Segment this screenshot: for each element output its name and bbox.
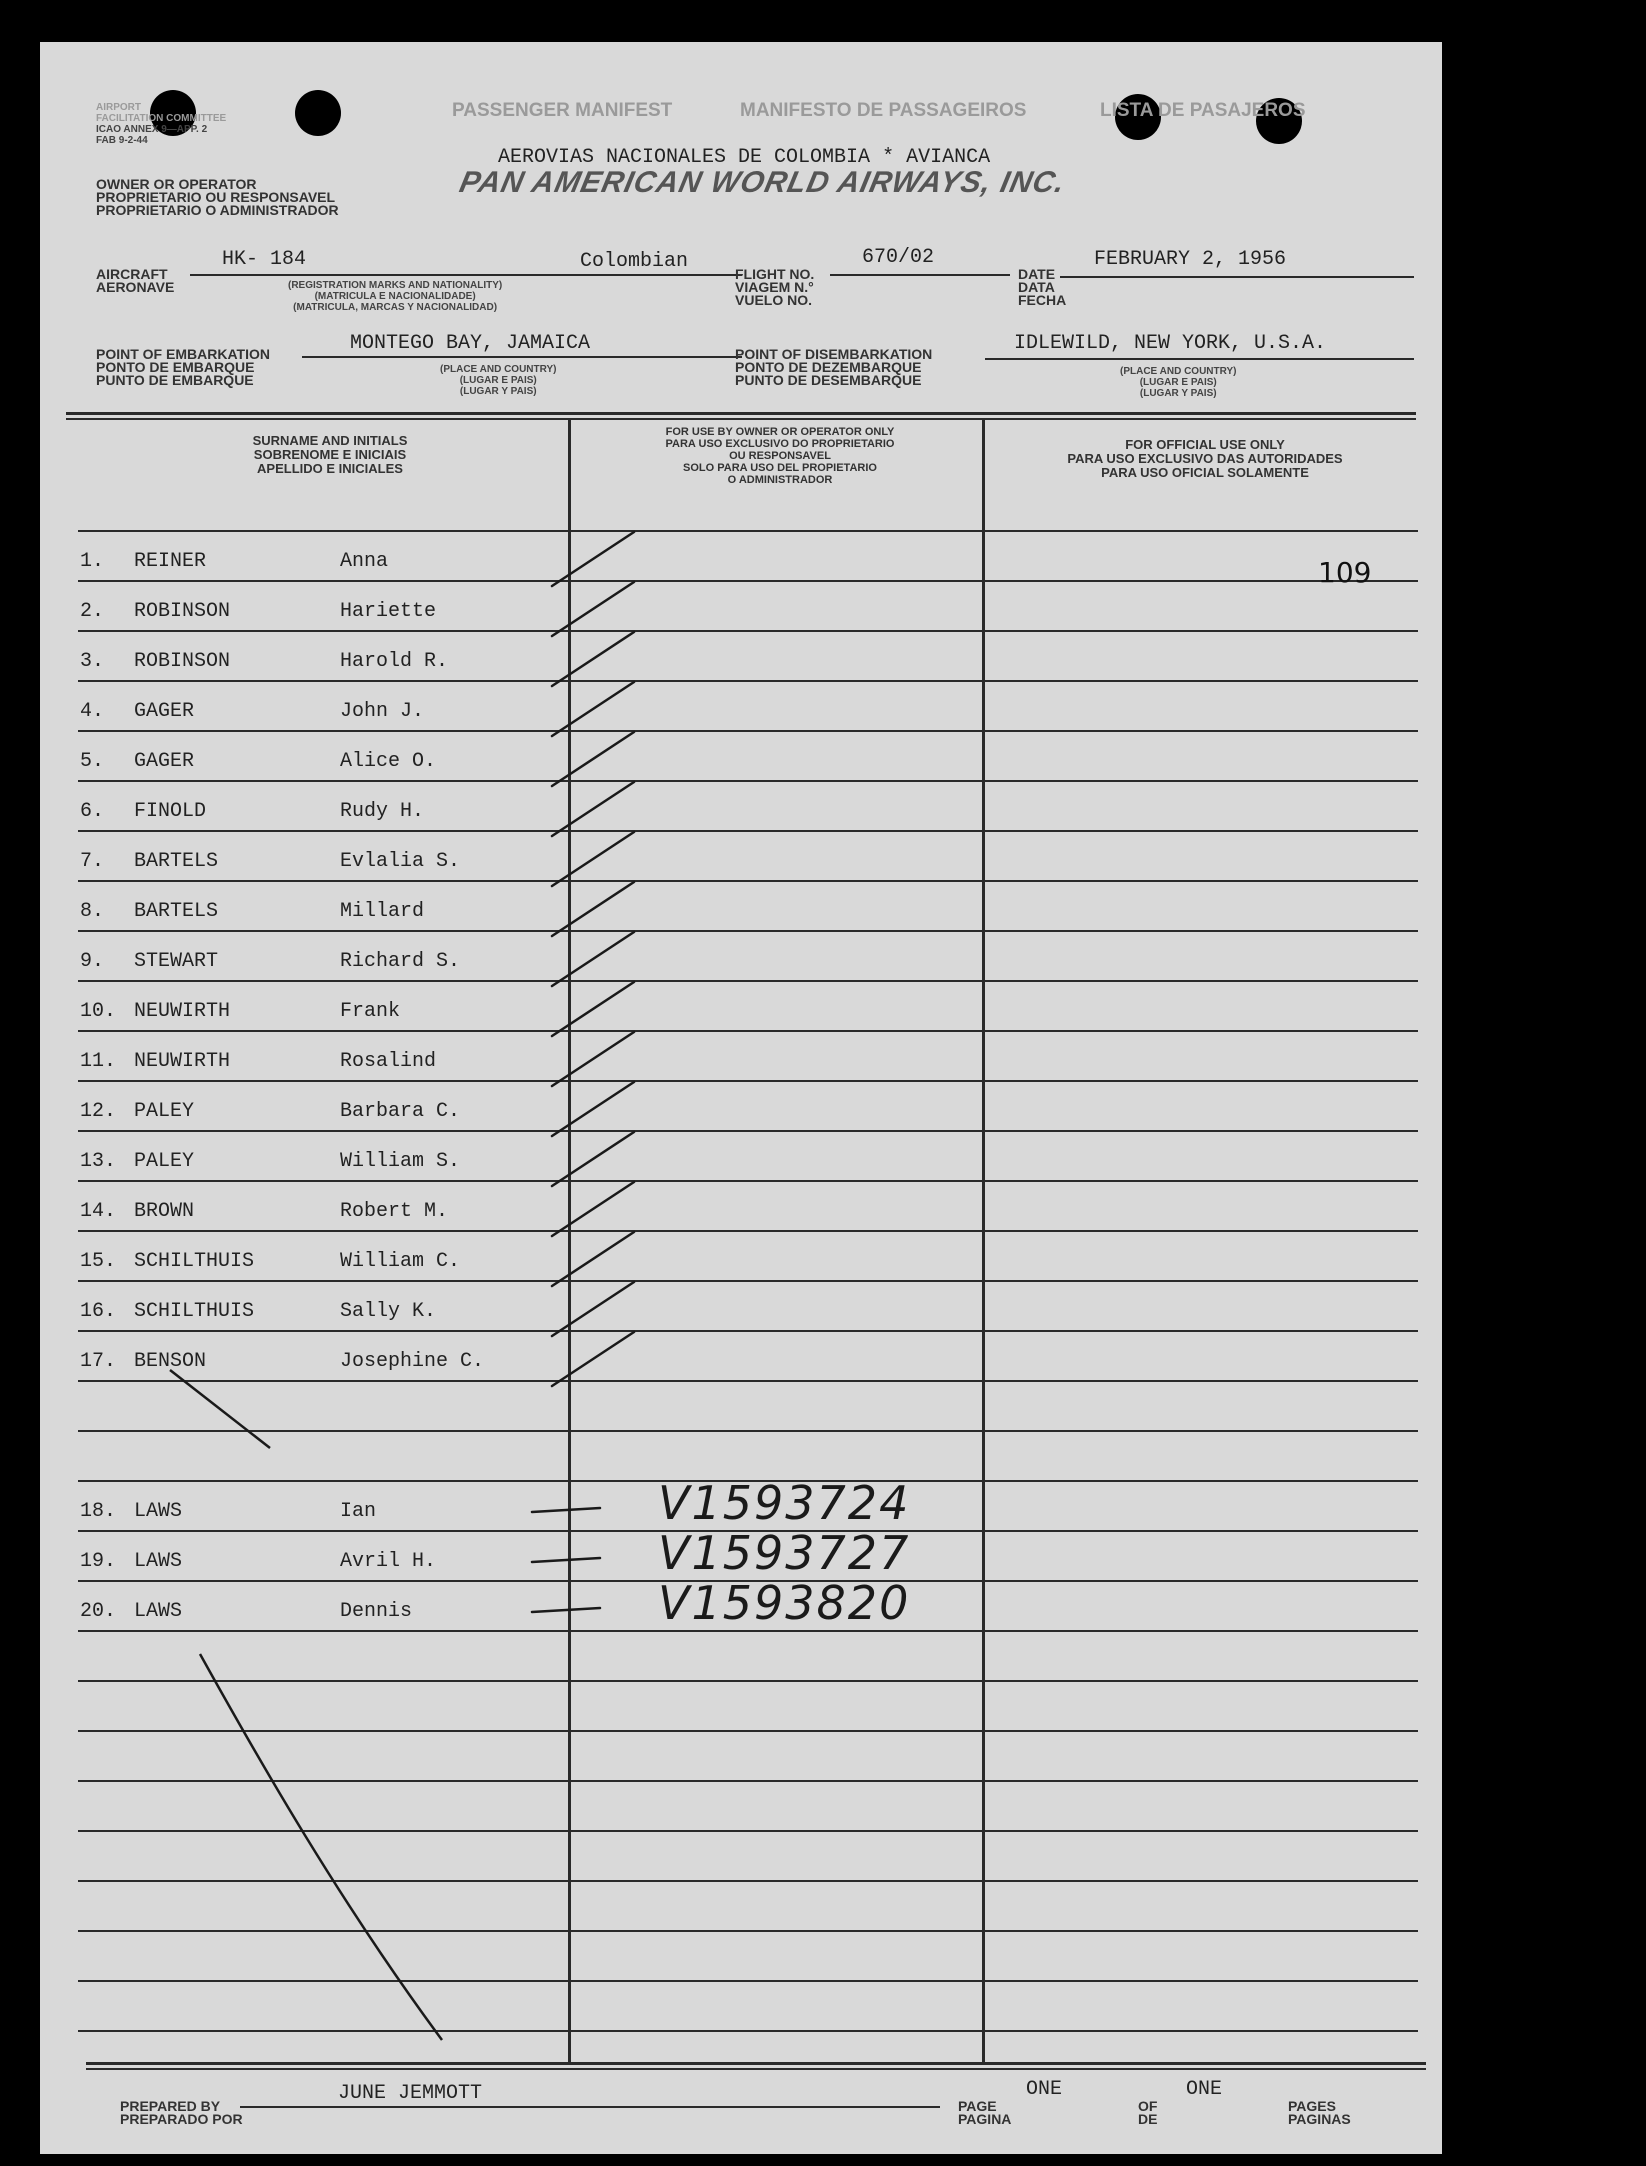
pages-label-line: PAGINAS — [1288, 2111, 1351, 2127]
flight-label-line: FLIGHT NO. — [735, 266, 815, 282]
place-note-line: (PLACE AND COUNTRY) — [440, 364, 557, 375]
prepared-label-line: PREPARED BY — [120, 2098, 221, 2114]
owner-label-line: PROPRIETARIO O ADMINISTRADOR — [96, 202, 339, 218]
passenger-given-name: Evlalia S. — [340, 850, 461, 873]
operator-stamp: PAN AMERICAN WORLD AIRWAYS, INC. — [456, 166, 1069, 199]
rule — [240, 2106, 940, 2108]
check-mark — [552, 982, 634, 1036]
registration-note-line: (MATRICULA, MARCAS Y NACIONALIDAD) — [293, 302, 498, 313]
passenger-number: 4. — [80, 700, 105, 723]
col-head-line: PARA USO OFICIAL SOLAMENTE — [1101, 465, 1309, 480]
check-mark — [552, 1232, 634, 1286]
passenger-given-name: Millard — [340, 900, 425, 923]
passenger-surname: BROWN — [134, 1200, 195, 1223]
passenger-given-name: Sally K. — [340, 1300, 437, 1323]
col-head-line: PARA USO EXCLUSIVO DO PROPRIETARIO — [665, 438, 895, 450]
committee-line: AIRPORT — [96, 102, 141, 113]
col-head-line: PARA USO EXCLUSIVO DAS AUTORIDADES — [1067, 451, 1343, 466]
passenger-given-name: William S. — [340, 1150, 461, 1173]
passenger-given-name: Alice O. — [340, 750, 437, 773]
date-label-line: DATE — [1018, 266, 1056, 282]
prepared-by: JUNE JEMMOTT — [338, 2082, 483, 2105]
col-head-line: FOR OFFICIAL USE ONLY — [1125, 437, 1285, 452]
passenger-surname: BARTELS — [134, 900, 219, 923]
strike-mark — [200, 1654, 442, 2040]
embark-label-line: PUNTO DE EMBARQUE — [96, 372, 254, 388]
flight-number: 670/02 — [862, 246, 935, 269]
passenger-number: 6. — [80, 800, 105, 823]
aircraft-registration: HK- 184 — [222, 248, 307, 271]
place-note-line: (LUGAR Y PAIS) — [459, 386, 537, 397]
passenger-given-name: Avril H. — [340, 1550, 437, 1573]
passenger-number: 18. — [80, 1500, 117, 1523]
passenger-surname: SCHILTHUIS — [134, 1300, 255, 1323]
col-head-line: SOLO PARA USO DEL PROPIETARIO — [683, 462, 877, 474]
place-note-line: (LUGAR E PAIS) — [459, 375, 537, 386]
passenger-number: 17. — [80, 1350, 117, 1373]
passenger-surname: GAGER — [134, 750, 195, 773]
passenger-given-name: John J. — [340, 700, 425, 723]
passenger-given-name: Hariette — [340, 600, 437, 623]
passenger-number: 13. — [80, 1150, 117, 1173]
place-note-line: (LUGAR Y PAIS) — [1139, 388, 1217, 399]
aircraft-label-line: AERONAVE — [96, 279, 175, 295]
passenger-number: 7. — [80, 850, 105, 873]
passenger-surname: STEWART — [134, 950, 219, 973]
form-title-es: LISTA DE PASAJEROS — [1100, 100, 1306, 121]
check-mark — [552, 582, 634, 636]
flight-date: FEBRUARY 2, 1956 — [1094, 248, 1287, 271]
passenger-given-name: Robert M. — [340, 1200, 449, 1223]
passenger-given-name: Anna — [340, 550, 389, 573]
passenger-number: 15. — [80, 1250, 117, 1273]
passenger-given-name: Rosalind — [340, 1050, 437, 1073]
passenger-given-name: Dennis — [340, 1600, 413, 1623]
form-title-en: PASSENGER MANIFEST — [452, 100, 673, 121]
check-mark — [552, 932, 634, 986]
of-label-line: DE — [1138, 2111, 1158, 2127]
passenger-given-name: Richard S. — [340, 950, 461, 973]
page-label — [958, 2100, 1011, 2126]
passenger-number: 11. — [80, 1050, 117, 1073]
check-mark — [552, 632, 634, 686]
prepared-label-line: PREPARADO POR — [120, 2111, 243, 2127]
passenger-number: 1. — [80, 550, 105, 573]
operator-typed: AEROVIAS NACIONALES DE COLOMBIA * AVIANCA — [498, 146, 991, 169]
disembark-label-line: PUNTO DE DESEMBARQUE — [735, 372, 922, 388]
passenger-number: 14. — [80, 1200, 117, 1223]
passenger-number: 5. — [80, 750, 105, 773]
committee-line: ICAO ANNEX 9—APP. 2 — [96, 124, 208, 135]
passenger-surname: FINOLD — [134, 800, 207, 823]
embark-label-line: POINT OF EMBARKATION — [96, 346, 270, 362]
registration-note-line: (MATRICULA E NACIONALIDADE) — [314, 291, 476, 302]
check-mark — [552, 682, 634, 736]
col-head-line: APELLIDO E INICIALES — [257, 461, 403, 476]
disembarkation-point: IDLEWILD, NEW YORK, U.S.A. — [1014, 332, 1327, 355]
passenger-number: 20. — [80, 1600, 117, 1623]
embarkation-point: MONTEGO BAY, JAMAICA — [350, 332, 591, 355]
passenger-given-name: Josephine C. — [340, 1350, 485, 1373]
passenger-given-name: Ian — [340, 1500, 377, 1523]
committee-line: FACILITATION COMMITTEE — [96, 113, 227, 124]
owner-label-line: OWNER OR OPERATOR — [96, 176, 257, 192]
passenger-surname: BARTELS — [134, 850, 219, 873]
passenger-surname: BENSON — [134, 1350, 207, 1373]
page-label-line: PAGE — [958, 2098, 997, 2114]
col-head-line: SURNAME AND INITIALS — [252, 433, 408, 448]
registration-note-line: (REGISTRATION MARKS AND NATIONALITY) — [288, 280, 503, 291]
passenger-surname: GAGER — [134, 700, 195, 723]
pages-label — [1288, 2100, 1351, 2126]
official-number: 109 — [1318, 556, 1372, 589]
aircraft-nationality: Colombian — [580, 250, 689, 273]
passenger-surname: NEUWIRTH — [134, 1000, 231, 1023]
col-head-line: OU RESPONSAVEL — [729, 450, 831, 462]
passenger-surname: LAWS — [134, 1500, 183, 1523]
strike-mark — [170, 1370, 270, 1448]
col-head-line: SOBRENOME E INICIAIS — [253, 447, 407, 462]
check-mark — [552, 732, 634, 786]
check-mark — [552, 882, 634, 936]
owner-label-line: PROPRIETARIO OU RESPONSAVEL — [96, 189, 336, 205]
embark-label-line: PONTO DE EMBARQUE — [96, 359, 255, 375]
passenger-number: 12. — [80, 1100, 117, 1123]
check-mark — [552, 1282, 634, 1336]
date-label-line: DATA — [1018, 279, 1055, 295]
check-mark — [552, 1132, 634, 1186]
place-note-line: (LUGAR E PAIS) — [1139, 377, 1217, 388]
passenger-surname: NEUWIRTH — [134, 1050, 231, 1073]
passenger-surname: ROBINSON — [134, 600, 231, 623]
check-mark — [552, 782, 634, 836]
flight-label-line: VUELO NO. — [735, 292, 813, 308]
ticket-number: V1593724 — [658, 1476, 911, 1530]
passenger-number: 19. — [80, 1550, 117, 1573]
passenger-number: 9. — [80, 950, 105, 973]
handwritten-marks — [40, 42, 1442, 2154]
passenger-number: 3. — [80, 650, 105, 673]
passenger-surname: LAWS — [134, 1600, 183, 1623]
passenger-given-name: Frank — [340, 1000, 401, 1023]
pages-label-line: PAGES — [1288, 2098, 1336, 2114]
dash-mark — [532, 1558, 600, 1562]
of-label-line: OF — [1138, 2098, 1158, 2114]
passenger-surname: LAWS — [134, 1550, 183, 1573]
passenger-surname: PALEY — [134, 1100, 195, 1123]
ticket-number: V1593820 — [658, 1576, 911, 1630]
place-note-line: (PLACE AND COUNTRY) — [1120, 366, 1237, 377]
passenger-given-name: William C. — [340, 1250, 461, 1273]
committee-line: FAB 9-2-44 — [96, 135, 148, 146]
page-label-line: PAGINA — [958, 2111, 1012, 2127]
check-mark — [552, 832, 634, 886]
dash-mark — [532, 1608, 600, 1612]
dash-mark — [532, 1508, 600, 1512]
passenger-given-name: Rudy H. — [340, 800, 425, 823]
page-total: ONE — [1186, 2078, 1223, 2101]
passenger-surname: ROBINSON — [134, 650, 231, 673]
col-head-line: O ADMINISTRADOR — [727, 474, 833, 486]
form-title-pt: MANIFESTO DE PASSAGEIROS — [740, 100, 1027, 121]
check-mark — [552, 1332, 634, 1386]
check-mark — [552, 1032, 634, 1086]
passenger-surname: REINER — [134, 550, 207, 573]
check-mark — [552, 1182, 634, 1236]
disembark-label-line: PONTO DE DEZEMBARQUE — [735, 359, 922, 375]
passenger-number: 8. — [80, 900, 105, 923]
passenger-surname: PALEY — [134, 1150, 195, 1173]
passenger-number: 2. — [80, 600, 105, 623]
aircraft-label-line: AIRCRAFT — [96, 266, 168, 282]
check-mark — [552, 1082, 634, 1136]
passenger-given-name: Harold R. — [340, 650, 449, 673]
date-label-line: FECHA — [1018, 292, 1067, 308]
of-label — [1138, 2100, 1157, 2126]
check-mark — [552, 532, 634, 586]
passenger-number: 10. — [80, 1000, 117, 1023]
page-number: ONE — [1026, 2078, 1063, 2101]
manifest-sheet — [40, 42, 1442, 2154]
prepared-by-label — [120, 2100, 243, 2126]
flight-label-line: VIAGEM N.° — [735, 279, 814, 295]
passenger-surname: SCHILTHUIS — [134, 1250, 255, 1273]
ticket-number: V1593727 — [658, 1526, 911, 1580]
passenger-given-name: Barbara C. — [340, 1100, 461, 1123]
col-head-line: FOR USE BY OWNER OR OPERATOR ONLY — [665, 426, 895, 438]
disembark-label-line: POINT OF DISEMBARKATION — [735, 346, 933, 362]
passenger-number: 16. — [80, 1300, 117, 1323]
